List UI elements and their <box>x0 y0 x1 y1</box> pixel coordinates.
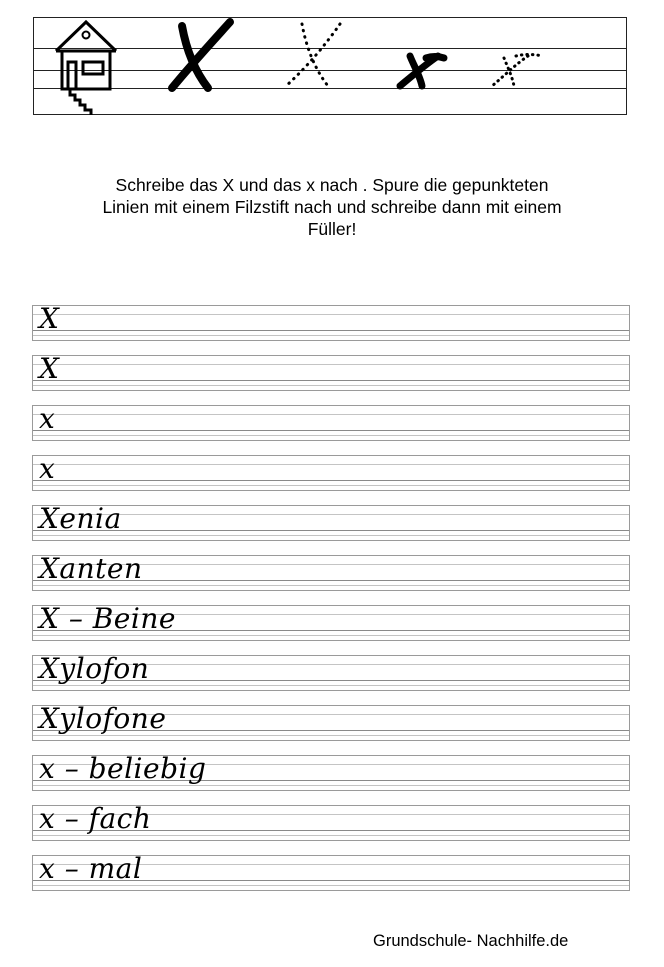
footer-source: Grundschule- Nachhilfe.de <box>373 932 569 950</box>
practice-row-sample: x – mal <box>39 852 143 885</box>
practice-row[interactable] <box>32 502 630 541</box>
header-letter-box <box>33 17 627 115</box>
practice-row[interactable] <box>32 352 630 391</box>
practice-row[interactable] <box>32 852 630 891</box>
practice-row[interactable] <box>32 752 630 791</box>
small-x-dotted <box>492 55 542 87</box>
practice-row[interactable] <box>32 452 630 491</box>
practice-row[interactable] <box>32 552 630 591</box>
capital-x-dotted <box>286 24 340 86</box>
practice-row[interactable] <box>32 302 630 341</box>
practice-rows <box>32 302 630 905</box>
house-icon <box>56 22 116 115</box>
practice-row-sample: Xanten <box>39 552 143 585</box>
practice-row-sample: Xylofon <box>39 652 150 685</box>
capital-x-solid <box>172 22 230 88</box>
practice-row-sample: Xylofone <box>39 702 167 735</box>
instructions-line-3: Füller! <box>307 219 357 239</box>
practice-row[interactable] <box>32 402 630 441</box>
practice-row[interactable] <box>32 652 630 691</box>
practice-row[interactable] <box>32 802 630 841</box>
practice-row[interactable] <box>32 602 630 641</box>
practice-row-sample: X <box>39 352 60 385</box>
practice-row-sample: X <box>39 302 60 335</box>
practice-row-sample: x <box>39 402 56 435</box>
header-drawing <box>34 18 628 116</box>
practice-row-sample: x – fach <box>39 802 152 835</box>
practice-row-sample: x <box>39 452 56 485</box>
small-x-solid <box>400 56 444 86</box>
practice-row[interactable] <box>32 702 630 741</box>
practice-row-sample: x – beliebig <box>39 752 207 785</box>
practice-row-sample: X – Beine <box>39 602 176 635</box>
instructions-line-1: Schreibe das X und das x nach . Spure die gepunkteten <box>115 175 549 195</box>
instructions-text <box>40 174 624 240</box>
instructions-line-2: Linien mit einem Filzstift nach und schreibe dann mit einem <box>102 197 562 217</box>
practice-row-sample: Xenia <box>39 502 122 535</box>
